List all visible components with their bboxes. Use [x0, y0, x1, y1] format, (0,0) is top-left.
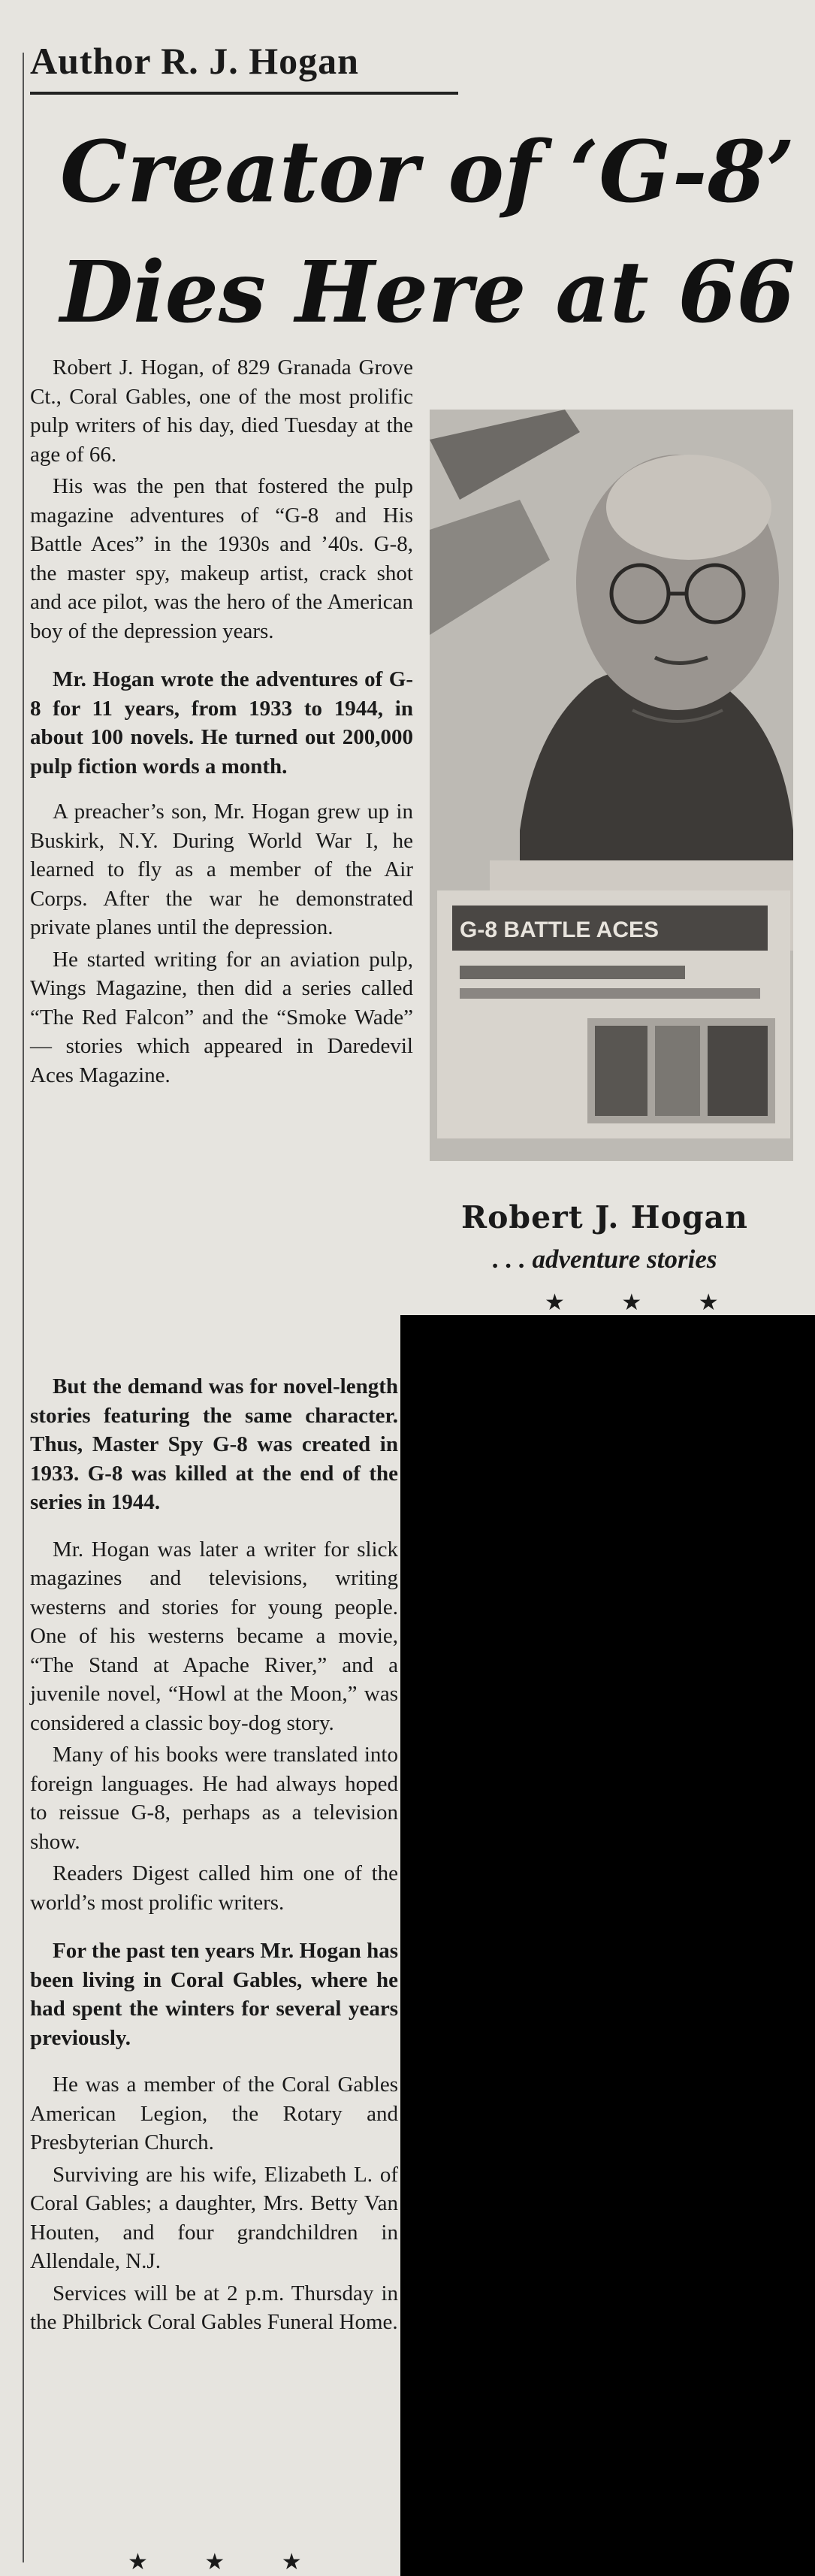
article-paragraph: He was a member of the Coral Gables American Legion, the Rotary and Presbyterian Church. — [30, 2073, 398, 2154]
main-headline — [60, 113, 795, 353]
magazine-cover-title: G-8 BATTLE ACES — [460, 918, 660, 942]
section-separator-stars: ★ ★ ★ — [545, 1290, 744, 1315]
article-paragraph: A preacher’s son, Mr. Hogan grew up in Buskirk, N.Y. During World War I, he learned to fly as a member of the Air Corps. After the war he demonstrated private planes until the depression. — [30, 800, 413, 939]
headline-line-1: Creator of ‘G-8’ — [60, 123, 795, 222]
article-paragraph: Robert J. Hogan, of 829 Granada Grove Ct., Coral Gables, one of the most prolific pulp writers of his day, died Tuesday at the age of 66. — [30, 355, 413, 467]
article-paragraph: Mr. Hogan was later a writer for slick magazines and televisions, writing westerns and stories for young people. One of his westerns became a movie, “The Stand at Apache River,” and a juvenile novel, “Howl at the Moon,” was considered a classic boy-dog story. — [30, 1537, 398, 1735]
article-paragraph: Many of his books were translated into foreign languages. He had always hoped to reissue G-8, perhaps as a television show. — [30, 1743, 398, 1854]
end-separator-stars: ★ ★ ★ — [128, 2550, 328, 2574]
photo-caption-name: Robert J. Hogan — [461, 1199, 748, 1235]
article-paragraph-bold: Mr. Hogan wrote the adventures of G-8 for 11 years, from 1933 to 1944, in about 100 novels. He turned out 200,000 pulp fiction words a month. — [30, 667, 413, 779]
article-body-lower — [30, 1353, 398, 2340]
kicker-underline — [30, 92, 458, 95]
article-paragraph: Services will be at 2 p.m. Thursday in the Philbrick Coral Gables Funeral Home. — [30, 2281, 398, 2334]
article-paragraph: Readers Digest called him one of the world’s most prolific writers. — [30, 1861, 398, 1915]
headline-line-2: Dies Here at 66 — [60, 243, 795, 342]
author-portrait-image — [430, 410, 793, 1161]
redacted-region — [400, 1315, 815, 2576]
author-photo — [430, 410, 793, 1161]
article-paragraph: His was the pen that fostered the pulp magazine adventures of “G-8 and His Battle Aces” in the 1930s and ’40s. G-8, the master spy, makeup artist, crack shot and ace pilot, was the hero of the American boy of the depression years. — [30, 474, 413, 643]
kicker-headline: Author R. J. Hogan — [30, 40, 359, 82]
column-rule — [23, 53, 24, 2562]
article-paragraph-bold: But the demand was for novel-length stories featuring the same character. Thus, Master Spy G-8 was created in 1933. G-8 was killed at the end of the series in 1944. — [30, 1374, 398, 1514]
article-body-upper — [30, 353, 413, 1093]
article-paragraph-bold: For the past ten years Mr. Hogan has been living in Coral Gables, where he had spent the winters for several years previously. — [30, 1939, 398, 2050]
article-paragraph: Surviving are his wife, Elizabeth L. of Coral Gables; a daughter, Mrs. Betty Van Houten, and four grandchildren in Allendale, N.J. — [30, 2162, 398, 2273]
photo-caption-subtitle: . . . adventure stories — [493, 1244, 717, 1274]
article-paragraph: He started writing for an aviation pulp, Wings Magazine, then did a series called “The Red Falcon” and the “Smoke Wade” — stories which appeared in Daredevil Aces Magazine. — [30, 947, 413, 1087]
